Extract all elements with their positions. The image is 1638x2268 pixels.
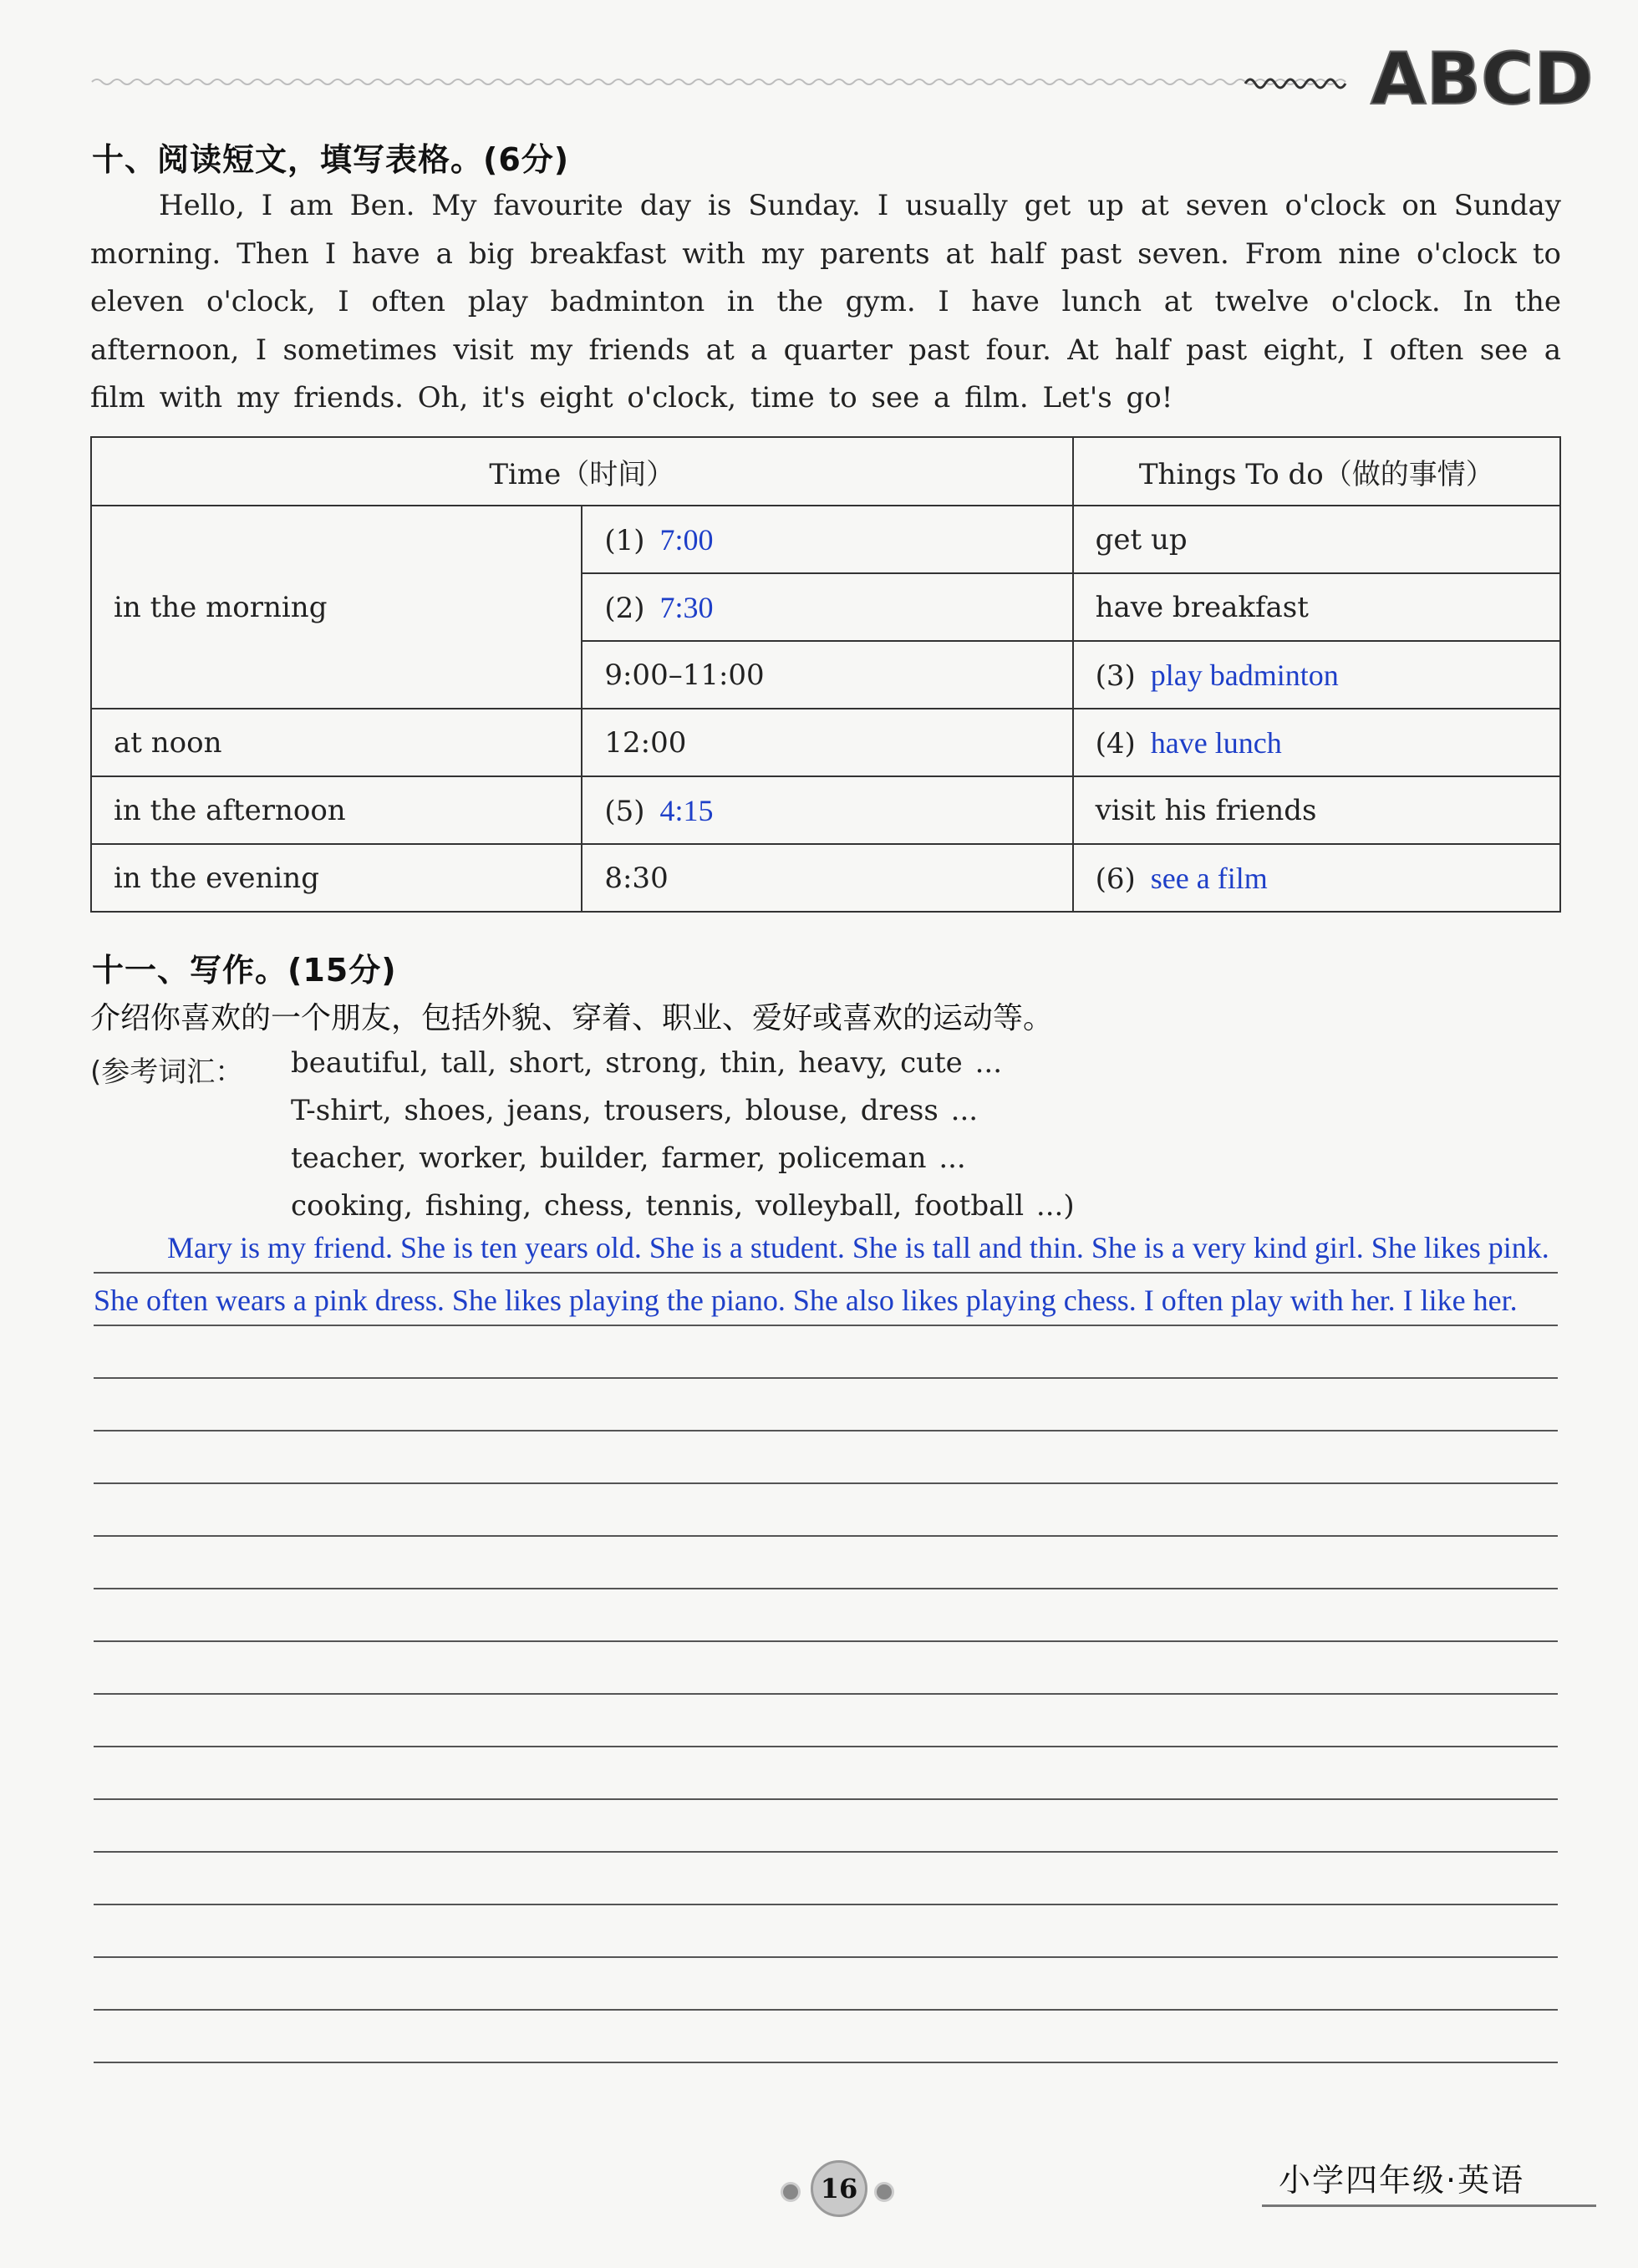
thing-cell — [1073, 844, 1560, 912]
writing-rule — [94, 1377, 1558, 1379]
writing-prompt: 介绍你喜欢的一个朋友，包括外貌、穿着、职业、爱好或喜欢的运动等。 — [90, 1001, 1054, 1035]
vocab-line: teacher, worker, builder, farmer, policeman ... — [291, 1142, 966, 1175]
blank-number: (3) — [1095, 659, 1136, 693]
time-column-header: Time（时间） — [91, 437, 1073, 506]
vocab-label: (参考词汇： — [90, 1055, 244, 1089]
thing-cell — [1073, 641, 1560, 709]
handwritten-answer: 4:15 — [659, 793, 714, 827]
vocab-line: cooking, fishing, chess, tennis, volleyball, football ...) — [291, 1189, 1075, 1223]
decor-dot — [781, 2182, 801, 2202]
abcd-logo — [1371, 38, 1594, 121]
writing-rule — [94, 1640, 1558, 1642]
blank-number: (2) — [604, 591, 645, 625]
section-10-title: 十、阅读短文，填写表格。(6分) — [92, 141, 570, 178]
blank-number: (4) — [1095, 726, 1136, 760]
table-row — [91, 506, 1560, 573]
writing-rule — [94, 1535, 1558, 1537]
writing-rule — [94, 1482, 1558, 1484]
writing-rule — [94, 1588, 1558, 1589]
time-cell: 9:00–11:00 — [582, 641, 1072, 709]
reading-passage: Hello, I am Ben. My favourite day is Sunday. I usually get up at seven o'clock on Sunday morning. Then I have a big breakfast with my parents at half past seven. From nine o'clock to eleven o'clock, I often play badminton in the gym. I have lunch at twelve o'clock. In the afternoon, I sometimes visit my friends at a quarter past four. At half past eight, I often see a film with my friends. Oh, it's eight o'clock, time to see a film. Let's go! — [90, 189, 1561, 414]
table-row — [91, 844, 1560, 912]
handwritten-answer: 7:00 — [659, 522, 714, 557]
svg-text:ABCD: ABCD — [1371, 38, 1594, 121]
vocab-line: beautiful, tall, short, strong, thin, heavy, cute ... — [291, 1046, 1003, 1080]
table-header-row — [91, 437, 1560, 506]
blank-number: (5) — [604, 794, 645, 828]
table-row — [91, 709, 1560, 776]
handwritten-answer: play badminton — [1150, 658, 1339, 692]
writing-rule — [94, 2009, 1558, 2011]
writing-rule — [94, 1325, 1558, 1326]
blank-number: (6) — [1095, 862, 1136, 896]
page-number: 16 — [811, 2160, 867, 2217]
section-11-title: 十一、写作。(15分) — [92, 952, 397, 989]
wavy-divider — [92, 65, 1346, 99]
handwritten-answer: 7:30 — [659, 590, 714, 624]
page-number-badge — [781, 2160, 989, 2219]
blank-number: (1) — [604, 523, 645, 557]
period-cell: at noon — [91, 709, 582, 776]
period-cell: in the morning — [91, 506, 582, 709]
writing-rule — [94, 1956, 1558, 1958]
writing-rule — [94, 2062, 1558, 2063]
footer-rule — [1262, 2204, 1596, 2207]
writing-rule — [94, 1904, 1558, 1905]
writing-rule — [94, 1693, 1558, 1695]
essay-line: Mary is my friend. She is ten years old. She is a student. She is tall and thin. She is a very kind girl. She likes pink. — [167, 1231, 1549, 1264]
writing-rule — [94, 1798, 1558, 1800]
thing-cell: get up — [1073, 506, 1560, 573]
vocab-line: T-shirt, shoes, jeans, trousers, blouse, dress ... — [291, 1094, 979, 1127]
handwritten-answer: see a film — [1150, 861, 1268, 895]
time-cell: 8:30 — [582, 844, 1072, 912]
time-cell — [582, 573, 1072, 641]
thing-cell: have breakfast — [1073, 573, 1560, 641]
time-cell — [582, 776, 1072, 844]
thing-cell — [1073, 709, 1560, 776]
writing-rule — [94, 1430, 1558, 1431]
essay-line: She often wears a pink dress. She likes playing the piano. She also likes playing chess. I often play with her. I like her. — [94, 1284, 1518, 1317]
schedule-table — [90, 436, 1561, 913]
writing-rule — [94, 1272, 1558, 1274]
thing-cell: visit his friends — [1073, 776, 1560, 844]
book-label: 小学四年级·英语 — [1279, 2162, 1525, 2199]
writing-rule — [94, 1851, 1558, 1853]
handwritten-answer: have lunch — [1150, 725, 1282, 760]
writing-rule — [94, 1746, 1558, 1747]
period-cell: in the evening — [91, 844, 582, 912]
table-row — [91, 776, 1560, 844]
period-cell: in the afternoon — [91, 776, 582, 844]
time-cell: 12:00 — [582, 709, 1072, 776]
things-column-header: Things To do（做的事情） — [1073, 437, 1560, 506]
decor-dot — [874, 2182, 894, 2202]
time-cell — [582, 506, 1072, 573]
